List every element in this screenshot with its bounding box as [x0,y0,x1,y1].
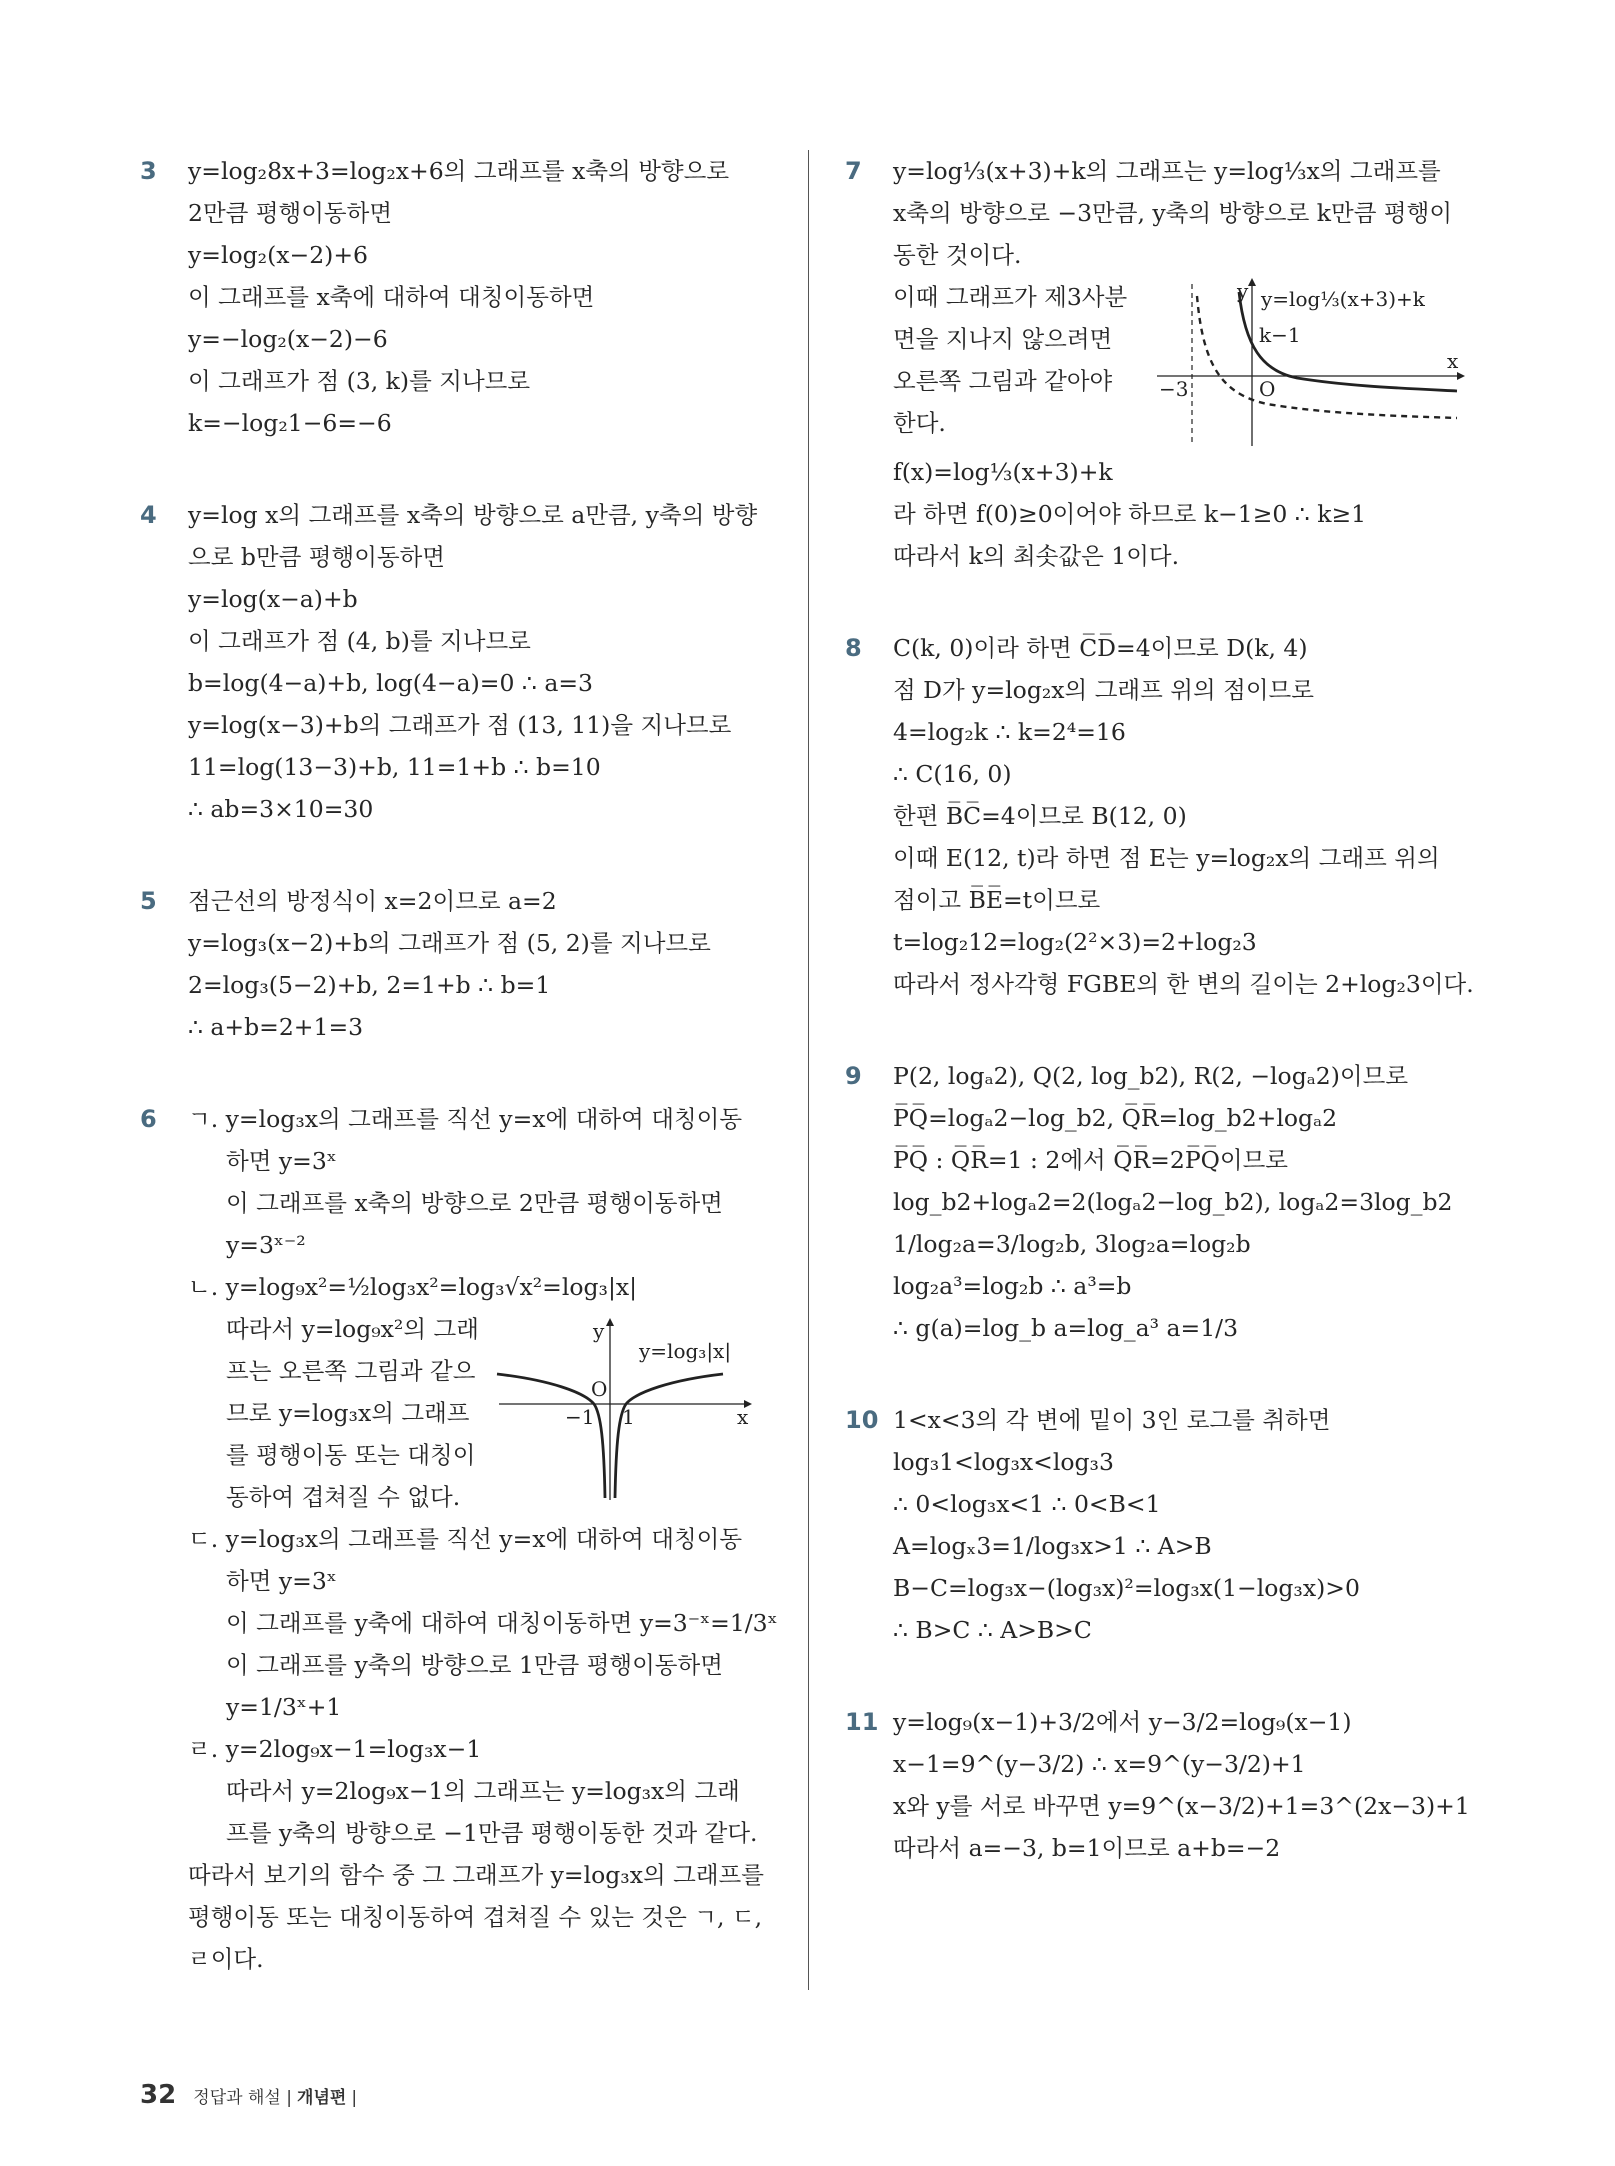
solution-line: ㄷ. y=log₃x의 그래프를 직선 y=x에 대하여 대칭이동 [188,1525,743,1553]
solution-line: y=3ˣ⁻² [226,1231,306,1259]
problem-4 [140,494,780,830]
problem-7 [845,150,1485,577]
problem-number: 5 [140,887,157,915]
problem-3 [140,150,780,444]
solution-line: 프를 y축의 방향으로 −1만큼 평행이동한 것과 같다. [226,1819,758,1847]
solution-line: 이때 그래프가 제3사분 [893,283,1128,311]
solution-line: y=log₂8x+3=log₂x+6의 그래프를 x축의 방향으로 [188,157,730,185]
solution-line: 따라서 보기의 함수 중 그 그래프가 y=log₃x의 그래프를 [188,1861,764,1889]
solution-line: 점근선의 방정식이 x=2이므로 a=2 [188,887,557,915]
y-axis-label: y [592,1319,605,1343]
solution-line: ∴ g(a)=log_b a=log_a³ a=1/3 [893,1314,1239,1342]
graph-log-abs [489,1312,759,1502]
solution-line: 동한 것이다. [893,241,1022,269]
curve-label: y=log⅓(x+3)+k [1261,287,1426,311]
y-axis-arrow [1248,278,1256,286]
figure-side-text [893,276,1127,444]
origin-label: O [1259,377,1276,401]
problem-number: 4 [140,501,157,529]
problem-9 [845,1055,1485,1349]
solution-line: x와 y를 서로 바꾸면 y=9^(x−3/2)+1=3^(2x−3)+1 [893,1792,1470,1820]
solution-line: ㄴ. y=log₉x²=½log₃x²=log₃√x²=log₃|x| [188,1273,638,1301]
problem-6 [140,1098,780,1980]
solution-line: 이 그래프를 y축에 대하여 대칭이동하면 y=3⁻ˣ=1/3ˣ [226,1609,778,1637]
curve-right-branch [615,1374,723,1498]
tick-label-neg: −1 [564,1405,595,1429]
solution-line: 1/log₂a=3/log₂b, 3log₂a=log₂b [893,1230,1251,1258]
solution-line: 평행이동 또는 대칭이동하여 겹쳐질 수 있는 것은 ㄱ, ㄷ, [188,1903,763,1931]
x-axis-label: x [1447,349,1459,373]
y-axis-label: y [1237,279,1249,303]
solution-line: P̅Q̅=logₐ2−log_b2, Q̅R̅=log_b2+logₐ2 [893,1104,1338,1132]
solution-line: y=1/3ˣ+1 [226,1693,342,1721]
solution-line: x축의 방향으로 −3만큼, y축의 방향으로 k만큼 평행이 [893,199,1453,227]
solution-line: P̅Q̅ : Q̅R̅=1 : 2에서 Q̅R̅=2P̅Q̅이므로 [893,1146,1288,1174]
solution-line: 4=log₂k ∴ k=2⁴=16 [893,718,1126,746]
problem-number: 9 [845,1062,862,1090]
problem-5 [140,880,780,1048]
solution-line: B−C=log₃x−(log₃x)²=log₃x(1−log₃x)>0 [893,1574,1360,1602]
figure-block [893,276,1485,451]
problem-number: 10 [845,1406,879,1434]
solution-line: y=log₃(x−2)+b의 그래프가 점 (5, 2)를 지나므로 [188,929,711,957]
y-axis-arrow [606,1318,614,1326]
left-column [140,150,780,2030]
curve-left-branch [497,1374,608,1498]
solution-line: 이 그래프를 x축의 방향으로 2만큼 평행이동하면 [226,1189,723,1217]
solution-line: 따라서 y=log₉x²의 그래 [226,1315,479,1343]
problem-number: 7 [845,157,862,185]
solution-line: 따라서 정사각형 FGBE의 한 변의 길이는 2+log₂3이다. [893,970,1474,998]
solution-line: 프는 오른쪽 그림과 같으 [226,1357,476,1385]
solution-line: 따라서 a=−3, b=1이므로 a+b=−2 [893,1834,1281,1862]
page-number: 32 [140,2080,177,2110]
solution-line: x−1=9^(y−3/2) ∴ x=9^(y−3/2)+1 [893,1750,1306,1778]
solution-line: ∴ C(16, 0) [893,760,1012,788]
problem-10 [845,1399,1485,1651]
problem-number: 3 [140,157,157,185]
solution-line: 하면 y=3ˣ [226,1567,337,1595]
tick-label-pos: 1 [621,1405,635,1429]
solution-line: ㄹ. y=2log₉x−1=log₃x−1 [188,1735,482,1763]
solution-line: 따라서 k의 최솟값은 1이다. [893,542,1180,570]
problem-11 [845,1701,1485,1869]
solution-line: C(k, 0)이라 하면 C̅D̅=4이므로 D(k, 4) [893,634,1308,662]
solution-line: 2만큼 평행이동하면 [188,199,393,227]
column-divider [808,150,809,1990]
problem-number: 11 [845,1708,879,1736]
curve-label: y=log₃|x| [638,1339,731,1363]
figure-side-text [188,1308,479,1518]
solution-line: 11=log(13−3)+b, 11=1+b ∴ b=10 [188,753,601,781]
problem-8 [845,627,1485,1005]
solution-line: ∴ ab=3×10=30 [188,795,374,823]
solution-line: 하면 y=3ˣ [226,1147,337,1175]
curve-dashed [1197,296,1457,418]
graph-log-shift [1147,276,1477,451]
solution-line: ∴ a+b=2+1=3 [188,1013,364,1041]
tick-label-neg: −3 [1159,377,1189,401]
solution-line: 으로 b만큼 평행이동하면 [188,543,445,571]
solution-line: ㄹ이다. [188,1945,264,1973]
solution-line: f(x)=log⅓(x+3)+k [893,458,1113,486]
solution-line: y=log(x−a)+b [188,585,358,613]
solution-line: b=log(4−a)+b, log(4−a)=0 ∴ a=3 [188,669,593,697]
solution-line: y=log(x−3)+b의 그래프가 점 (13, 11)을 지나므로 [188,711,732,739]
solution-line: ∴ B>C ∴ A>B>C [893,1616,1092,1644]
solution-line: log₂a³=log₂b ∴ a³=b [893,1272,1132,1300]
solution-line: 면을 지나지 않으려면 [893,325,1113,353]
solution-line: 를 평행이동 또는 대칭이 [226,1441,476,1469]
figure-block [188,1308,780,1518]
origin-label: O [590,1377,608,1401]
solution-line: log₃1<log₃x<log₃3 [893,1448,1114,1476]
right-column [845,150,1485,1919]
solution-line: y=log₂(x−2)+6 [188,241,368,269]
solution-line: 동하여 겹쳐질 수 없다. [226,1483,461,1511]
solution-line: 1<x<3의 각 변에 밑이 3인 로그를 취하면 [893,1406,1331,1434]
solution-line: 이 그래프를 y축의 방향으로 1만큼 평행이동하면 [226,1651,723,1679]
solution-line: 므로 y=log₃x의 그래프 [226,1399,470,1427]
x-axis-label: x [736,1405,749,1429]
solution-line: 이 그래프를 x축에 대하여 대칭이동하면 [188,283,595,311]
solution-line: 2=log₃(5−2)+b, 2=1+b ∴ b=1 [188,971,551,999]
solution-line: 오른쪽 그림과 같아야 [893,367,1113,395]
solution-line: 한다. [893,409,946,437]
solution-line: k=−log₂1−6=−6 [188,409,392,437]
solution-line: y=log x의 그래프를 x축의 방향으로 a만큼, y축의 방향 [188,501,758,529]
k-label: k−1 [1259,323,1301,347]
solution-line: log_b2+logₐ2=2(logₐ2−log_b2), logₐ2=3log_b2 [893,1188,1453,1216]
footer-end: | [351,2088,358,2108]
page-footer [140,2080,357,2110]
solution-line: y=log₉(x−1)+3/2에서 y−3/2=log₉(x−1) [893,1708,1352,1736]
solution-line: 따라서 y=2log₉x−1의 그래프는 y=log₃x의 그래 [226,1777,740,1805]
solution-line: 이 그래프가 점 (3, k)를 지나므로 [188,367,531,395]
footer-text: 정답과 해설 | [193,2088,292,2108]
solution-line: ㄱ. y=log₃x의 그래프를 직선 y=x에 대하여 대칭이동 [188,1105,743,1133]
problem-number: 8 [845,634,862,662]
solution-line: t=log₂12=log₂(2²×3)=2+log₂3 [893,928,1257,956]
x-axis-arrow [1457,372,1465,380]
solution-line: y=−log₂(x−2)−6 [188,325,388,353]
solution-line: 점 D가 y=log₂x의 그래프 위의 점이므로 [893,676,1314,704]
solution-line: ∴ 0<log₃x<1 ∴ 0<B<1 [893,1490,1161,1518]
footer-section: 개념편 [297,2088,347,2108]
solution-line: 점이고 B̅E̅=t이므로 [893,886,1101,914]
solution-line: P(2, logₐ2), Q(2, log_b2), R(2, −logₐ2)이므로 [893,1062,1409,1090]
solution-line: A=logₓ3=1/log₃x>1 ∴ A>B [893,1532,1212,1560]
solution-line: y=log⅓(x+3)+k의 그래프는 y=log⅓x의 그래프를 [893,157,1441,185]
solution-line: 라 하면 f(0)≥0이어야 하므로 k−1≥0 ∴ k≥1 [893,500,1367,528]
solution-line: 이때 E(12, t)라 하면 점 E는 y=log₂x의 그래프 위의 [893,844,1440,872]
solution-line: 한편 B̅C̅=4이므로 B(12, 0) [893,802,1187,830]
solution-line: 이 그래프가 점 (4, b)를 지나므로 [188,627,531,655]
problem-number: 6 [140,1105,157,1133]
